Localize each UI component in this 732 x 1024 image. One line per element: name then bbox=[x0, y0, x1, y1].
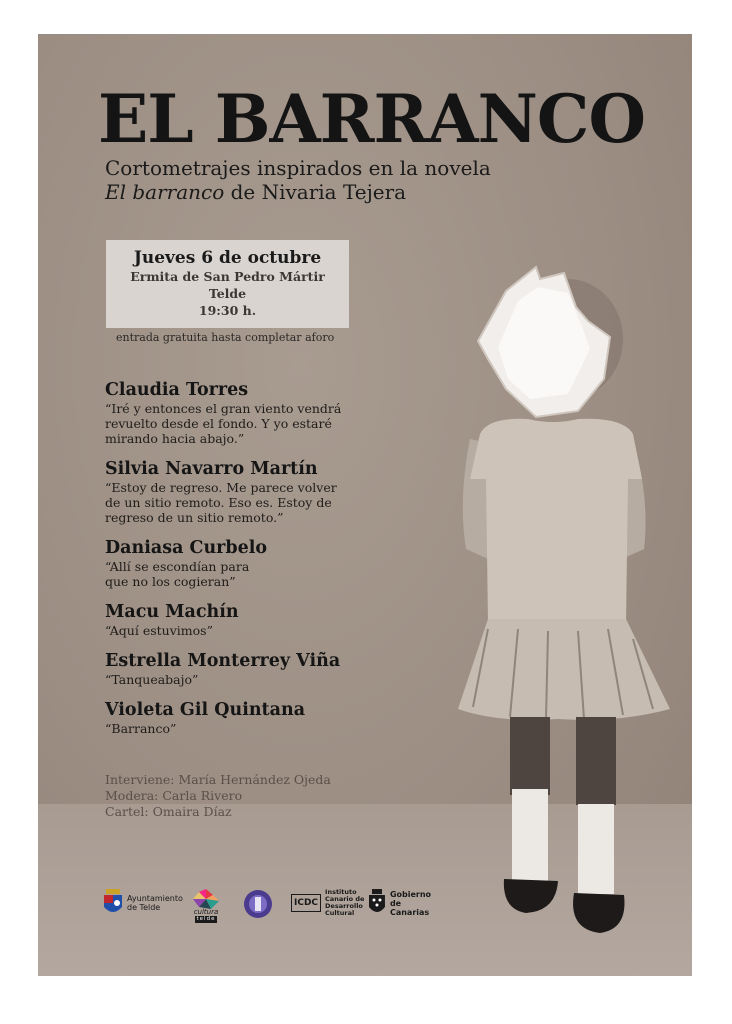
credits bbox=[105, 772, 331, 820]
sponsor-logos bbox=[103, 889, 443, 925]
subtitle-line: Cortometrajes inspirados en la novela bbox=[105, 156, 491, 180]
director-item bbox=[105, 537, 395, 589]
logo-gobierno-line2: de Canarias bbox=[389, 898, 430, 917]
director-quote: “Aquí estuvimos” bbox=[105, 623, 213, 638]
girl-illustration bbox=[418, 229, 688, 949]
director-list bbox=[105, 379, 395, 748]
poster-subtitle bbox=[105, 156, 491, 204]
director-quote: “Iré y entonces el gran viento vendrá revuelto desde el fondo. Y yo estaré mirando hacia abajo.” bbox=[105, 401, 342, 446]
director-name: Estrella Monterrey Viña bbox=[105, 651, 341, 671]
credit-line: Cartel: Omaira Díaz bbox=[105, 804, 232, 819]
director-item bbox=[105, 699, 395, 736]
director-quote: “Tanqueabajo” bbox=[105, 672, 199, 687]
logo-circle bbox=[243, 889, 273, 919]
event-city: Telde bbox=[208, 286, 247, 301]
event-time: 19:30 h. bbox=[198, 303, 257, 318]
director-item bbox=[105, 601, 395, 638]
logo-cultura-line1: cultura bbox=[193, 908, 219, 916]
event-date: Jueves 6 de octubre bbox=[133, 248, 322, 268]
poster-title: EL BARRANCO bbox=[98, 80, 645, 158]
director-name: Violeta Gil Quintana bbox=[105, 700, 306, 720]
credit-line: Interviene: María Hernández Ojeda bbox=[105, 772, 331, 787]
director-item bbox=[105, 650, 395, 687]
left-leg bbox=[510, 717, 550, 795]
icdc-line1: Instituto bbox=[325, 888, 357, 896]
director-name: Daniasa Curbelo bbox=[105, 538, 268, 558]
logo-icdc bbox=[291, 889, 364, 917]
director-item bbox=[105, 458, 395, 525]
dress-top bbox=[470, 419, 642, 624]
logo-telde-line2: de Telde bbox=[127, 903, 161, 912]
event-info-box bbox=[106, 240, 349, 328]
cultura-telde-icon bbox=[193, 889, 219, 909]
dress-skirt bbox=[458, 619, 670, 720]
canarias-shield-icon bbox=[368, 889, 386, 917]
right-leg bbox=[576, 717, 616, 805]
logo-ayuntamiento-telde bbox=[103, 889, 183, 917]
library-circle-icon bbox=[243, 889, 273, 919]
logo-telde-line1: Ayuntamiento bbox=[127, 894, 183, 903]
poster bbox=[38, 34, 692, 976]
director-item bbox=[105, 379, 395, 446]
credit-line: Modera: Carla Rivero bbox=[105, 788, 243, 803]
icdc-line2: Canario de bbox=[325, 895, 365, 903]
icdc-line3: Desarrollo bbox=[325, 902, 363, 910]
logo-gobierno-canarias bbox=[368, 889, 443, 917]
book-author: de Nivaria Tejera bbox=[230, 180, 407, 204]
director-quote: “Barranco” bbox=[105, 721, 177, 736]
director-quote: “Allí se escondían para que no los cogieran” bbox=[105, 559, 250, 589]
subtitle-book-line bbox=[105, 180, 491, 204]
left-sock bbox=[512, 789, 548, 881]
director-quote: “Estoy de regreso. Me parece volver de un sitio remoto. Eso es. Estoy de regreso de un sitio remoto.” bbox=[105, 480, 337, 525]
entry-note: entrada gratuita hasta completar aforo bbox=[116, 331, 335, 344]
director-name: Macu Machín bbox=[105, 602, 239, 622]
logo-cultura-line2: telde bbox=[196, 916, 216, 922]
director-name: Silvia Navarro Martín bbox=[105, 459, 318, 479]
logo-cultura-telde bbox=[193, 889, 219, 923]
director-name: Claudia Torres bbox=[105, 380, 249, 400]
logo-gobierno-line1: Gobierno bbox=[389, 889, 432, 899]
left-shoe bbox=[504, 879, 558, 913]
right-sock bbox=[578, 804, 614, 894]
icdc-line4: Cultural bbox=[325, 909, 355, 917]
icdc-mark: ICDC bbox=[291, 894, 321, 912]
event-venue: Ermita de San Pedro Mártir bbox=[130, 269, 325, 284]
coat-of-arms-icon bbox=[103, 889, 123, 917]
book-title: El barranco bbox=[105, 180, 225, 204]
right-shoe bbox=[573, 893, 624, 933]
